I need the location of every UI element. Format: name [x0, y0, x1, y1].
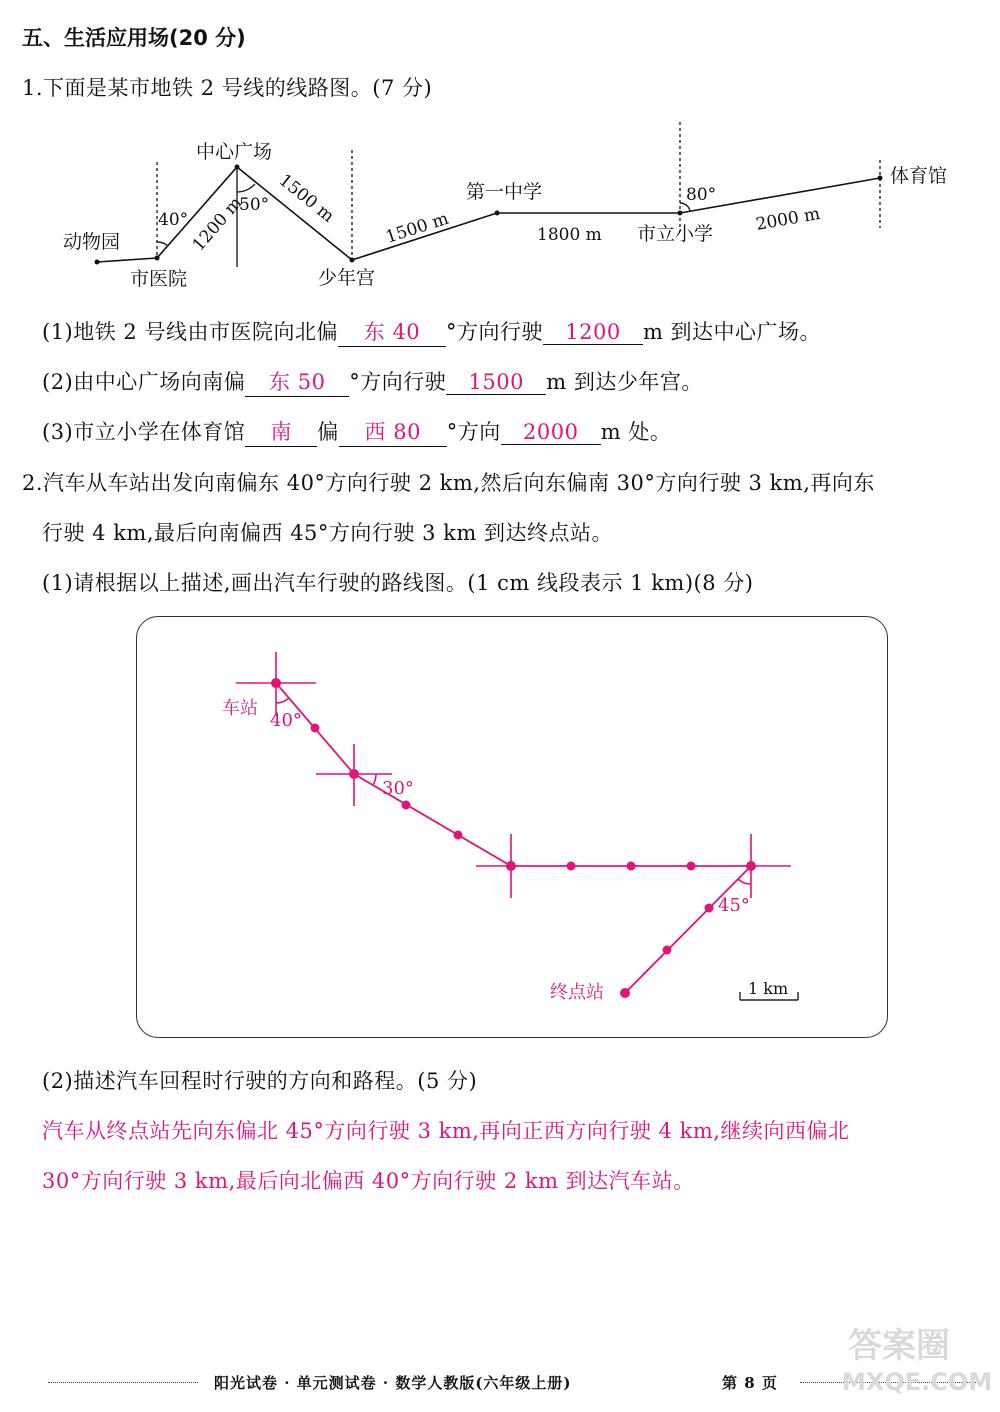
station-label: 第一中学 [466, 181, 543, 203]
route-point [567, 862, 576, 871]
station-dot [155, 256, 160, 261]
angle-arc [237, 184, 255, 192]
angle-label: 45° [718, 895, 750, 916]
angle-label: 50° [239, 195, 270, 215]
station-dot [350, 258, 355, 263]
car-route [276, 683, 751, 993]
route-point [746, 861, 756, 871]
q1-sub1 [42, 316, 821, 347]
q1-sub2-text-b: °方向行驶 [349, 370, 447, 394]
angle-arc [373, 774, 376, 785]
distance-label: 2000 m [754, 203, 822, 235]
page-number: 第 8 页 [722, 1374, 778, 1392]
q2-sub2: (2)描述汽车回程时行驶的方向和路程。(5 分) [42, 1069, 478, 1093]
scale-label: 1 km [748, 979, 789, 998]
route-point [271, 678, 281, 688]
station-dot [495, 211, 500, 216]
station-label: 市立小学 [637, 223, 714, 245]
watermark-logo: 答案圈 [848, 1326, 950, 1366]
station-label: 少年宫 [318, 267, 376, 289]
watermark-url: MXQE.COM [842, 1368, 993, 1396]
answer-blank[interactable]: 南 [245, 416, 317, 447]
answer-blank[interactable]: 1500 [446, 370, 546, 395]
q1-sub3-text-d: m 处。 [600, 420, 672, 444]
q2-sub1: (1)请根据以上描述,画出汽车行驶的路线图。(1 cm 线段表示 1 km)(8 分) [42, 571, 754, 595]
route-point [349, 769, 359, 779]
q1-sub3-text-b: 偏 [317, 420, 339, 444]
angle-label: 80° [686, 185, 717, 205]
angle-label: 40° [158, 210, 189, 230]
distance-label: 1800 m [537, 225, 602, 245]
route-point [663, 946, 672, 955]
route-point [311, 724, 320, 733]
distance-label: 1500 m [383, 208, 452, 248]
answer-blank[interactable]: 西 80 [339, 416, 447, 447]
route-point [506, 861, 516, 871]
footer-text: 阳光试卷 · 单元测试卷 · 数学人教版(六年级上册) [214, 1374, 572, 1392]
route-drawing [136, 616, 888, 1038]
q1-sub2-text-a: (2)由中心广场向南偏 [42, 370, 246, 394]
answer-blank[interactable]: 东 50 [245, 366, 349, 397]
q1-sub2-text-c: m 到达少年宫。 [546, 370, 703, 394]
metro-route-map [0, 110, 1000, 300]
station-dot [878, 176, 883, 181]
q1-sub2 [42, 366, 703, 397]
angle-arc [276, 698, 289, 703]
route-point [687, 862, 696, 871]
section-title: 五、生活应用场(20 分) [22, 26, 246, 50]
q1-stem: 1.下面是某市地铁 2 号线的线路图。(7 分) [22, 76, 433, 100]
angle-label: 30° [382, 778, 414, 799]
station-label: 体育馆 [890, 165, 948, 187]
distance-label: 1200 m [188, 193, 247, 256]
route-point [402, 801, 411, 810]
answer-blank[interactable]: 1200 [543, 320, 643, 345]
answer-blank[interactable]: 2000 [501, 420, 601, 445]
station-label: 市医院 [130, 268, 188, 290]
start-label: 车站 [222, 698, 258, 719]
route-point [620, 988, 630, 998]
station-dot [95, 260, 100, 265]
footer-divider [48, 1382, 198, 1383]
station-label: 动物园 [63, 231, 121, 253]
q1-sub1-text-a: (1)地铁 2 号线由市医院向北偏 [42, 320, 338, 344]
q1-sub1-text-b: °方向行驶 [445, 320, 543, 344]
q2-answer-line2: 30°方向行驶 3 km,最后向北偏西 40°方向行驶 2 km 到达汽车站。 [42, 1169, 695, 1193]
route-point [627, 862, 636, 871]
q2-answer-line1: 汽车从终点站先向东偏北 45°方向行驶 3 km,再向正西方向行驶 4 km,继续向西偏北 [42, 1119, 850, 1143]
q1-sub3-text-a: (3)市立小学在体育馆 [42, 420, 246, 444]
distance-label: 1500 m [274, 170, 338, 227]
q2-stem-line2: 行驶 4 km,最后向南偏西 45°方向行驶 3 km 到达终点站。 [42, 521, 613, 545]
station-dot [235, 165, 240, 170]
q1-sub1-text-c: m 到达中心广场。 [642, 320, 822, 344]
angle-label: 40° [270, 710, 302, 731]
route-point [705, 904, 714, 913]
q1-sub3-text-c: °方向 [446, 420, 501, 444]
angle-arc [738, 879, 751, 884]
end-label: 终点站 [550, 982, 604, 1003]
station-dot [678, 211, 683, 216]
q2-stem-line1: 2.汽车从车站出发向南偏东 40°方向行驶 2 km,然后向东偏南 30°方向行驶 3 km,再向东 [22, 471, 875, 495]
angle-arc [157, 242, 168, 246]
route-point [454, 831, 463, 840]
answer-blank[interactable]: 东 40 [338, 316, 446, 347]
q1-sub3 [42, 416, 671, 447]
station-label: 中心广场 [196, 141, 273, 163]
